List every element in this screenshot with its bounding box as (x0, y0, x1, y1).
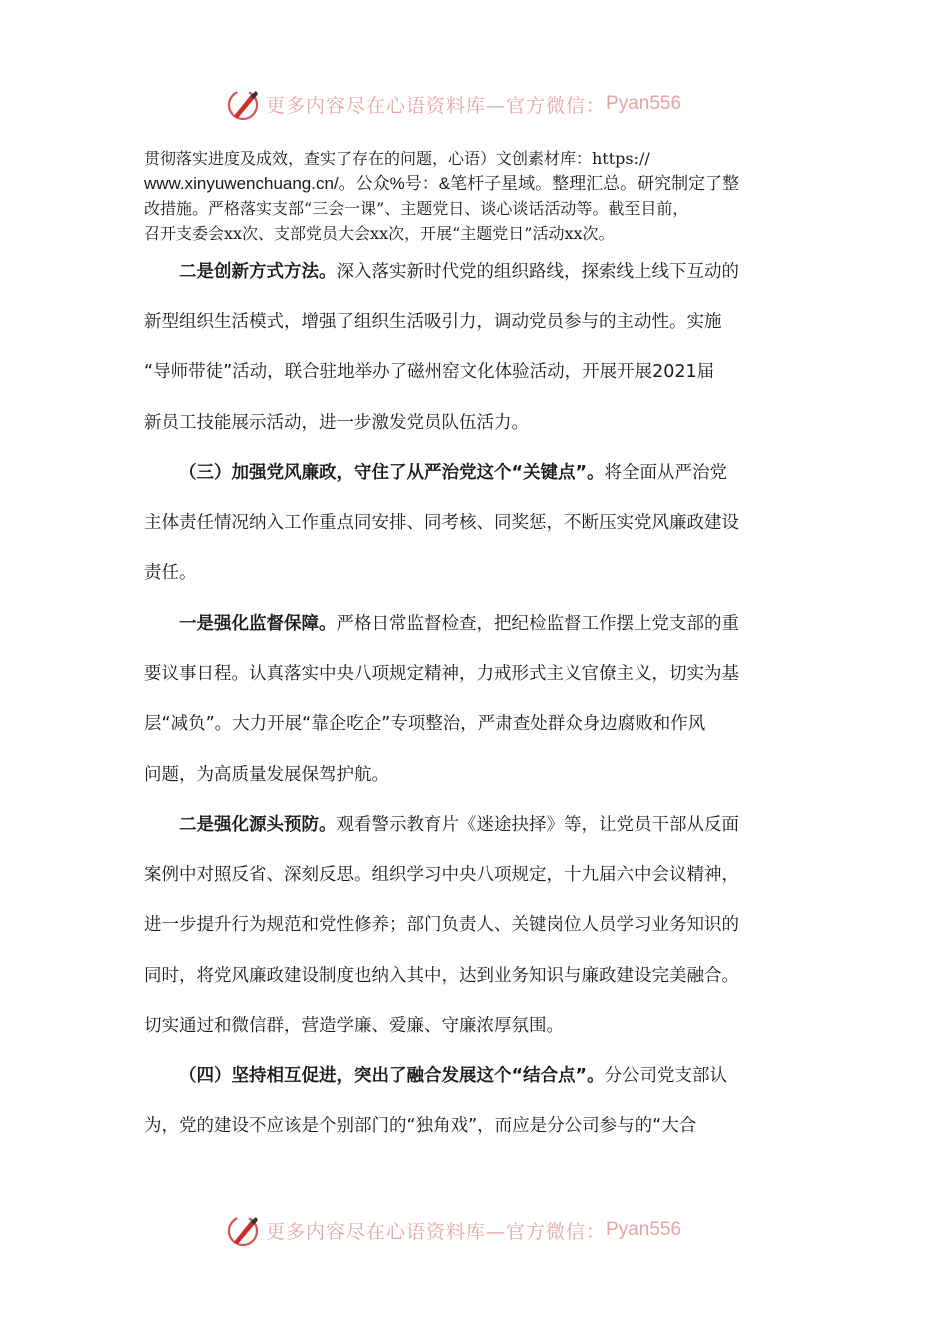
text-line: 案例中对照反省、深刻反思。组织学习中央八项规定，十九届六中会议精神， (144, 865, 739, 886)
text-line: 为，党的建设不应该是个别部门的“独角戏”，而应是分公司参与的“大合 (144, 1116, 697, 1137)
paragraph-integration (144, 1051, 804, 1151)
text-line: 分公司党支部认 (604, 1066, 728, 1086)
paragraph-heading: 一是强化监督保障。 (179, 614, 337, 634)
header-banner (226, 84, 746, 124)
section-heading: （三）加强党风廉政，守住了从严治党这个“关键点”。 (179, 463, 605, 483)
text-line: 深入落实新时代党的组织路线，探索线上线下互动的 (336, 262, 739, 282)
footer-banner (226, 1210, 746, 1250)
text-line: 贯彻落实进度及成效，查实了存在的问题，心语）文创素材库：https:// (144, 149, 650, 168)
banner-wechat-id: Pyan556 (606, 93, 682, 114)
text-line: 主体责任情况纳入工作重点同安排、同考核、同奖惩，不断压实党风廉政建设 (144, 513, 739, 534)
paragraph-prevention (144, 800, 804, 1051)
text-line: 改措施。严格落实支部“三会一课”、主题党日、谈心谈话活动等。截至目前， (144, 199, 689, 218)
paragraph-supervision (144, 599, 804, 800)
intro-text-block (144, 146, 804, 246)
brush-pen-logo-icon (226, 86, 262, 122)
text-line: 严格日常监督检查，把纪检监督工作摆上党支部的重 (336, 614, 739, 634)
banner-wechat-id: Pyan556 (606, 1219, 682, 1240)
text-line: 召开支委会xx次、支部党员大会xx次，开展“主题党日”活动xx次。 (144, 224, 615, 243)
text-line: 同时，将党风廉政建设制度也纳入其中，达到业务知识与廉政建设完美融合。 (144, 965, 739, 986)
text-line: 层“减负”。大力开展“靠企吃企”专项整治，严肃查处群众身边腐败和作风 (144, 714, 706, 735)
banner-text: 更多内容尽在心语资料库—官方微信： (266, 1220, 607, 1243)
text-line: 将全面从严治党 (604, 463, 728, 483)
section-heading: （四）坚持相互促进，突出了融合发展这个“结合点”。 (179, 1066, 605, 1086)
brush-pen-logo-icon (226, 1212, 262, 1248)
text-line: “导师带徒”活动，联合驻地举办了磁州窑文化体验活动，开展开展2021届 (144, 362, 715, 383)
text-line: 新员工技能展示活动，进一步激发党员队伍活力。 (144, 412, 529, 433)
banner-text: 更多内容尽在心语资料库—官方微信： (266, 94, 607, 117)
paragraph-heading: 二是创新方式方法。 (179, 262, 337, 282)
text-line: 进一步提升行为规范和党性修养；部门负责人、关键岗位人员学习业务知识的 (144, 915, 739, 936)
text-line: www.xinyuwenchuang.cn/。公众%号：&笔杆子星域。整理汇总。研究制定了整 (144, 174, 740, 193)
text-line: 问题，为高质量发展保驾护航。 (144, 764, 389, 785)
paragraph-innovate-methods (144, 247, 804, 448)
paragraph-party-integrity (144, 448, 804, 599)
text-line: 要议事日程。认真落实中央八项规定精神，力戒形式主义官僚主义，切实为基 (144, 664, 739, 685)
paragraph-heading: 二是强化源头预防。 (179, 815, 337, 835)
text-line: 新型组织生活模式，增强了组织生活吸引力，调动党员参与的主动性。实施 (144, 312, 722, 333)
text-line: 观看警示教育片《迷途抉择》等，让党员干部从反面 (336, 815, 739, 835)
text-line: 切实通过和微信群，营造学廉、爱廉、守廉浓厚氛围。 (144, 1015, 564, 1036)
text-line: 责任。 (144, 563, 197, 584)
